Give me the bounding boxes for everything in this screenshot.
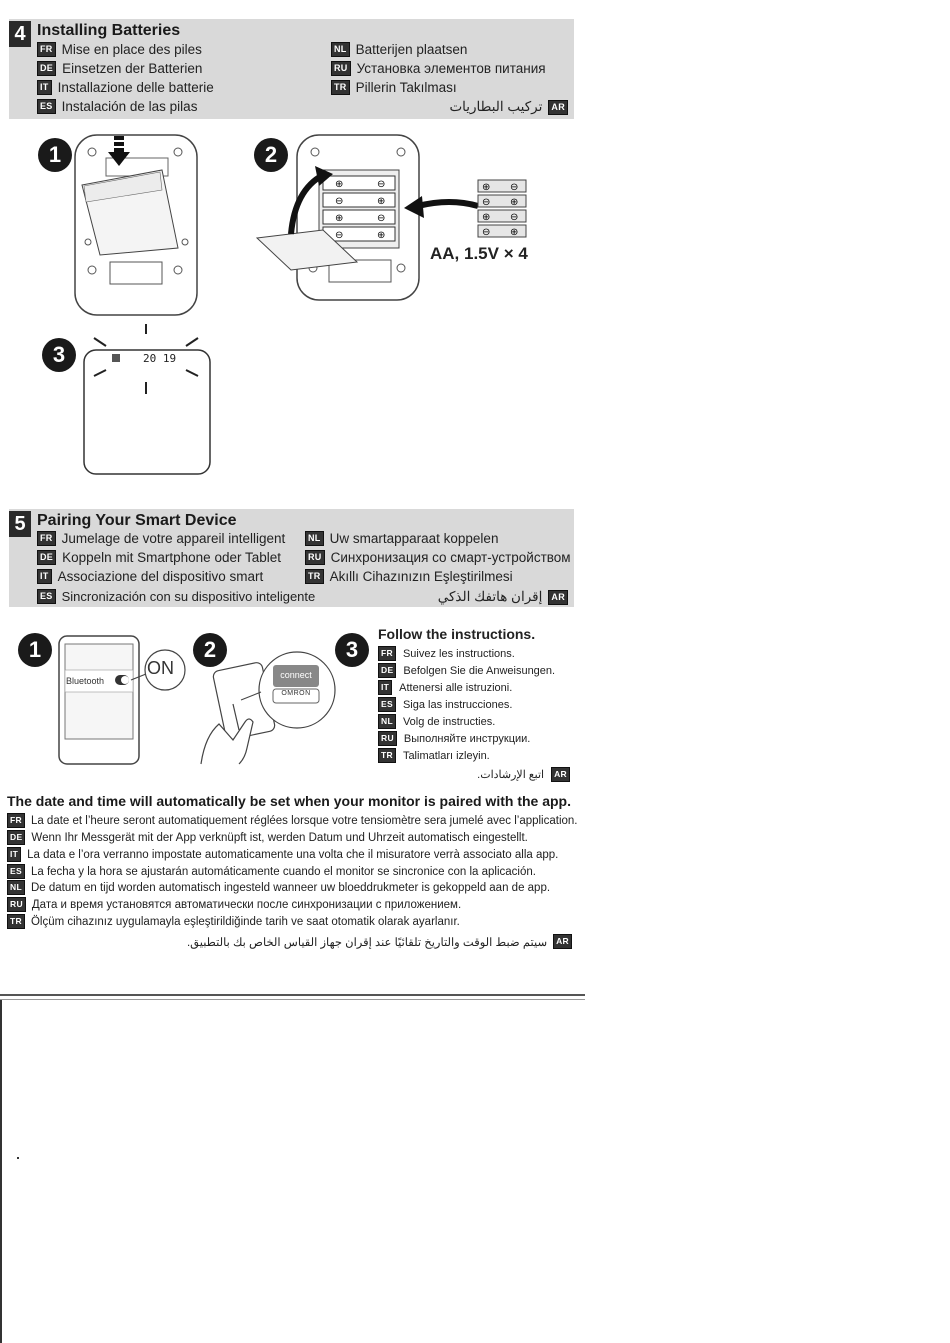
four-aa-batteries-illustration <box>476 178 532 240</box>
battery-minus-icon: ⊖ <box>482 197 491 208</box>
lang-text: تركيب البطاريات <box>449 99 543 114</box>
section4-lang-de <box>37 61 202 76</box>
follow-lang-fr <box>378 646 515 661</box>
lang-code: FR <box>378 646 396 661</box>
follow-lang-nl <box>378 714 495 729</box>
lang-code: AR <box>553 934 572 949</box>
follow-instructions-title: Follow the instructions. <box>378 626 536 642</box>
battery-plus-icon: ⊕ <box>510 227 519 238</box>
lang-text: Instalación de las pilas <box>61 99 198 114</box>
lang-text: سيتم ضبط الوقت والتاريخ تلقائيًا عند إقران جهاز القياس الخاص بك بالتطبيق. <box>186 936 548 949</box>
section4-lang-es <box>37 99 197 114</box>
lang-text: Einsetzen der Batterien <box>62 61 203 76</box>
lang-code: ES <box>7 864 25 879</box>
lang-text: Associazione del dispositivo smart <box>57 569 264 584</box>
section4-step3-badge: 3 <box>42 338 76 372</box>
omron-logo-label: OMRON <box>281 690 311 697</box>
section5-lang-tr <box>305 569 513 584</box>
battery-minus-icon: ⊖ <box>377 179 386 190</box>
device-open-cover-illustration <box>70 130 205 325</box>
lang-text: Batterijen plaatsen <box>355 42 468 57</box>
lang-code: NL <box>331 42 350 57</box>
page-bottom-rule-thin <box>0 999 585 1000</box>
section5-title: Pairing Your Smart Device <box>37 512 237 529</box>
section4-lang-ru <box>331 61 546 76</box>
follow-lang-tr <box>378 748 490 763</box>
lang-code: ES <box>378 697 396 712</box>
lang-text: Befolgen Sie die Anweisungen. <box>403 664 556 677</box>
lang-code: FR <box>37 42 56 57</box>
lang-code: RU <box>305 550 325 565</box>
section4-lang-it <box>37 80 214 95</box>
lang-code: IT <box>37 80 52 95</box>
lang-code: DE <box>7 830 25 845</box>
lang-code: RU <box>378 731 397 746</box>
section5-number: 5 <box>9 511 31 537</box>
lang-code: AR <box>548 100 568 115</box>
lang-text: La date et l’heure seront automatiquement réglées lorsque votre tensiomètre sera jumelé avec l’application. <box>30 814 578 827</box>
battery-plus-icon: ⊕ <box>335 179 344 190</box>
section4-step2-badge: 2 <box>254 138 288 172</box>
lang-code: NL <box>7 880 25 895</box>
lang-text: Дата и время установятся автоматически после синхронизации с приложением. <box>31 898 462 911</box>
battery-plus-icon: ⊕ <box>335 213 344 224</box>
smartphone-bluetooth-illustration <box>57 634 187 766</box>
section4-title: Installing Batteries <box>37 22 181 39</box>
datetime-lang-ar <box>187 934 572 949</box>
lang-code: TR <box>331 80 350 95</box>
lang-text: Volg de instructies. <box>402 715 496 728</box>
lang-code: TR <box>378 748 396 763</box>
battery-plus-icon: ⊕ <box>482 182 491 193</box>
lang-code: RU <box>7 897 26 912</box>
datetime-lang-es <box>7 864 536 879</box>
lang-code: IT <box>7 847 21 862</box>
lang-code: AR <box>548 590 568 605</box>
battery-minus-icon: ⊖ <box>335 196 344 207</box>
device-battery-compartment-illustration <box>255 130 425 325</box>
lang-code: NL <box>305 531 324 546</box>
section5-step3-badge: 3 <box>335 633 369 667</box>
section5-lang-de <box>37 550 281 565</box>
datetime-title: The date and time will automatically be set when your monitor is paired with the app. <box>7 793 571 809</box>
page-left-edge-line <box>0 1000 2 1343</box>
section4-lang-fr <box>37 42 202 57</box>
lang-text: Ölçüm cihazınız uygulamayla eşleştirildiğinde tarih ve saat otomatik olarak ayarlanır. <box>30 915 460 928</box>
connect-button[interactable]: connect <box>280 670 312 680</box>
lang-text: Koppeln mit Smartphone oder Tablet <box>62 550 281 565</box>
lang-text: La fecha y la hora se ajustarán automáticamente cuando el monitor se sincronice con la aplicación. <box>30 865 536 878</box>
lang-code: ES <box>37 99 56 114</box>
lang-code: ES <box>37 589 56 604</box>
lang-code: TR <box>305 569 324 584</box>
datetime-lang-tr <box>7 914 460 929</box>
lang-code: RU <box>331 61 351 76</box>
lang-text: Attenersi alle istruzioni. <box>399 681 513 694</box>
lang-text: Akıllı Cihazınızın Eşleştirilmesi <box>329 569 513 584</box>
lang-text: Installazione delle batterie <box>57 80 214 95</box>
down-arrow-icon <box>108 136 130 166</box>
lang-text: De datum en tijd worden automatisch ingesteld wanneer uw bloeddrukmeter is gekoppeld aan de app. <box>30 881 551 894</box>
section5-lang-ar <box>438 589 568 605</box>
scan-dot <box>17 1157 19 1159</box>
lang-code: FR <box>7 813 25 828</box>
section5-step1-badge: 1 <box>18 633 52 667</box>
datetime-lang-fr <box>7 813 578 828</box>
section4-step1-badge: 1 <box>38 138 72 172</box>
battery-minus-icon: ⊖ <box>510 182 519 193</box>
lang-text: اتبع الإرشادات. <box>477 769 545 781</box>
battery-plus-icon: ⊕ <box>377 230 386 241</box>
datetime-lang-ru <box>7 897 461 912</box>
section5-lang-fr <box>37 531 285 546</box>
display-digits: 20 19 <box>143 352 177 365</box>
lang-text: Pillerin Takılması <box>355 80 457 95</box>
section5-step2-badge: 2 <box>193 633 227 667</box>
datetime-lang-de <box>7 830 528 845</box>
lang-code: NL <box>378 714 396 729</box>
lang-text: Siga las instrucciones. <box>402 698 513 711</box>
lang-text: Выполняйте инструкции. <box>403 732 531 745</box>
lang-code: DE <box>378 663 396 678</box>
datetime-lang-it <box>7 847 558 862</box>
battery-plus-icon: ⊕ <box>510 197 519 208</box>
lang-code: TR <box>7 914 25 929</box>
lang-code: AR <box>551 767 570 782</box>
lang-text: Talimatları izleyin. <box>402 749 490 762</box>
lang-code: DE <box>37 550 56 565</box>
follow-lang-ru <box>378 731 530 746</box>
battery-plus-icon: ⊕ <box>377 196 386 207</box>
datetime-lang-nl <box>7 880 550 895</box>
lang-text: Sincronización con su dispositivo inteligente <box>61 589 316 604</box>
lang-text: Установка элементов питания <box>356 61 546 76</box>
follow-lang-de <box>378 663 555 678</box>
section4-lang-tr <box>331 80 457 95</box>
lang-code: IT <box>37 569 52 584</box>
section5-lang-es <box>37 589 315 604</box>
lang-text: إقران هاتفك الذكي <box>437 589 543 604</box>
battery-minus-icon: ⊖ <box>377 213 386 224</box>
section4-number: 4 <box>9 21 31 47</box>
lang-text: Синхронизация со смарт-устройством <box>330 550 571 565</box>
hand-tapping-phone-illustration <box>193 640 338 768</box>
section4-lang-nl <box>331 42 467 57</box>
battery-minus-icon: ⊖ <box>510 212 519 223</box>
lang-text: Uw smartapparaat koppelen <box>329 531 499 546</box>
battery-plus-icon: ⊕ <box>482 212 491 223</box>
lang-code: FR <box>37 531 56 546</box>
blinking-display-illustration <box>82 320 214 478</box>
battery-minus-icon: ⊖ <box>335 230 344 241</box>
section5-lang-ru <box>305 550 571 565</box>
battery-minus-icon: ⊖ <box>482 227 491 238</box>
page-bottom-rule <box>0 994 585 996</box>
follow-lang-es <box>378 697 512 712</box>
follow-lang-it <box>378 680 512 695</box>
section4-lang-ar <box>449 99 568 115</box>
section5-lang-it <box>37 569 263 584</box>
lang-text: La data e l’ora verranno impostate automaticamente una volta che il misuratore verrà associato alla app. <box>27 848 559 861</box>
left-arrow-icon <box>400 192 480 222</box>
bluetooth-on-label: ON <box>147 658 174 678</box>
lang-code: DE <box>37 61 56 76</box>
lang-text: Mise en place des piles <box>61 42 202 57</box>
follow-lang-ar <box>477 767 570 782</box>
bluetooth-label: Bluetooth <box>66 676 105 686</box>
lang-text: Suivez les instructions. <box>402 647 515 660</box>
section5-lang-nl <box>305 531 498 546</box>
lang-text: Wenn Ihr Messgerät mit der App verknüpft ist, werden Datum und Uhrzeit automatisch eingestellt. <box>31 831 528 844</box>
lang-text: Jumelage de votre appareil intelligent <box>61 531 286 546</box>
battery-spec-label: AA, 1.5V × 4 <box>430 244 528 263</box>
lang-code: IT <box>378 680 392 695</box>
